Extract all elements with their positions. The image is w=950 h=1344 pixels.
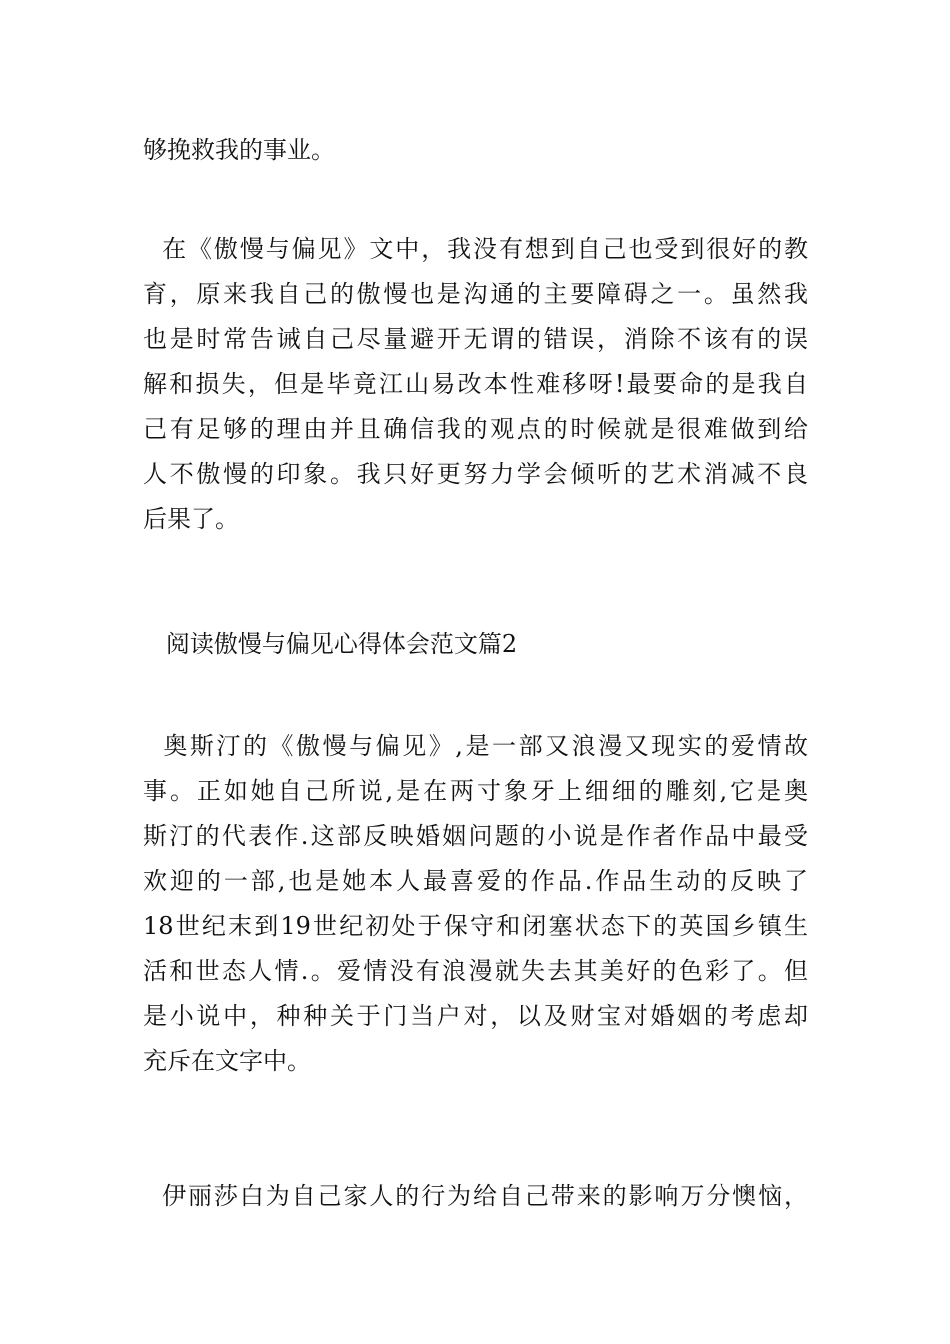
section-heading: 阅读傲慢与偏见心得体会范文篇2 (143, 630, 518, 658)
paragraph-line: 斯汀的代表作.这部反映婚姻问题的小说是作者作品中最受 (143, 822, 808, 850)
paragraph-line: 人不傲慢的印象。我只好更努力学会倾听的艺术消减不良 (143, 460, 808, 488)
paragraph-line: 欢迎的一部,也是她本人最喜爱的作品.作品生动的反映了 (143, 867, 808, 895)
paragraph-line: 己有足够的理由并且确信我的观点的时候就是很难做到给 (143, 415, 808, 443)
paragraph-line: 奥斯汀的《傲慢与偏见》,是一部又浪漫又现实的爱情故 (143, 732, 808, 760)
paragraph-line: 充斥在文字中。 (143, 1047, 311, 1075)
paragraph-line: 也是时常告诫自己尽量避开无谓的错误，消除不该有的误 (143, 325, 808, 353)
paragraph-line: 后果了。 (143, 505, 239, 533)
paragraph-line: 育，原来我自己的傲慢也是沟通的主要障碍之一。虽然我 (143, 280, 808, 308)
paragraph-line: 18世纪末到19世纪初处于保守和闭塞状态下的英国乡镇生 (143, 912, 808, 940)
paragraph-line: 是小说中，种种关于门当户对，以及财宝对婚姻的考虑却 (143, 1002, 808, 1030)
paragraph-line: 事。正如她自己所说,是在两寸象牙上细细的雕刻,它是奥 (143, 777, 808, 805)
paragraph-line: 活和世态人情.。爱情没有浪漫就失去其美好的色彩了。但 (143, 957, 808, 985)
paragraph-line: 伊丽莎白为自己家人的行为给自己带来的影响万分懊恼， (143, 1182, 808, 1210)
paragraph-line: 够挽救我的事业。 (143, 136, 335, 164)
paragraph-line: 解和损失，但是毕竟江山易改本性难移呀!最要命的是我自 (143, 370, 808, 398)
paragraph-line: 在《傲慢与偏见》文中，我没有想到自己也受到很好的教 (143, 235, 808, 263)
